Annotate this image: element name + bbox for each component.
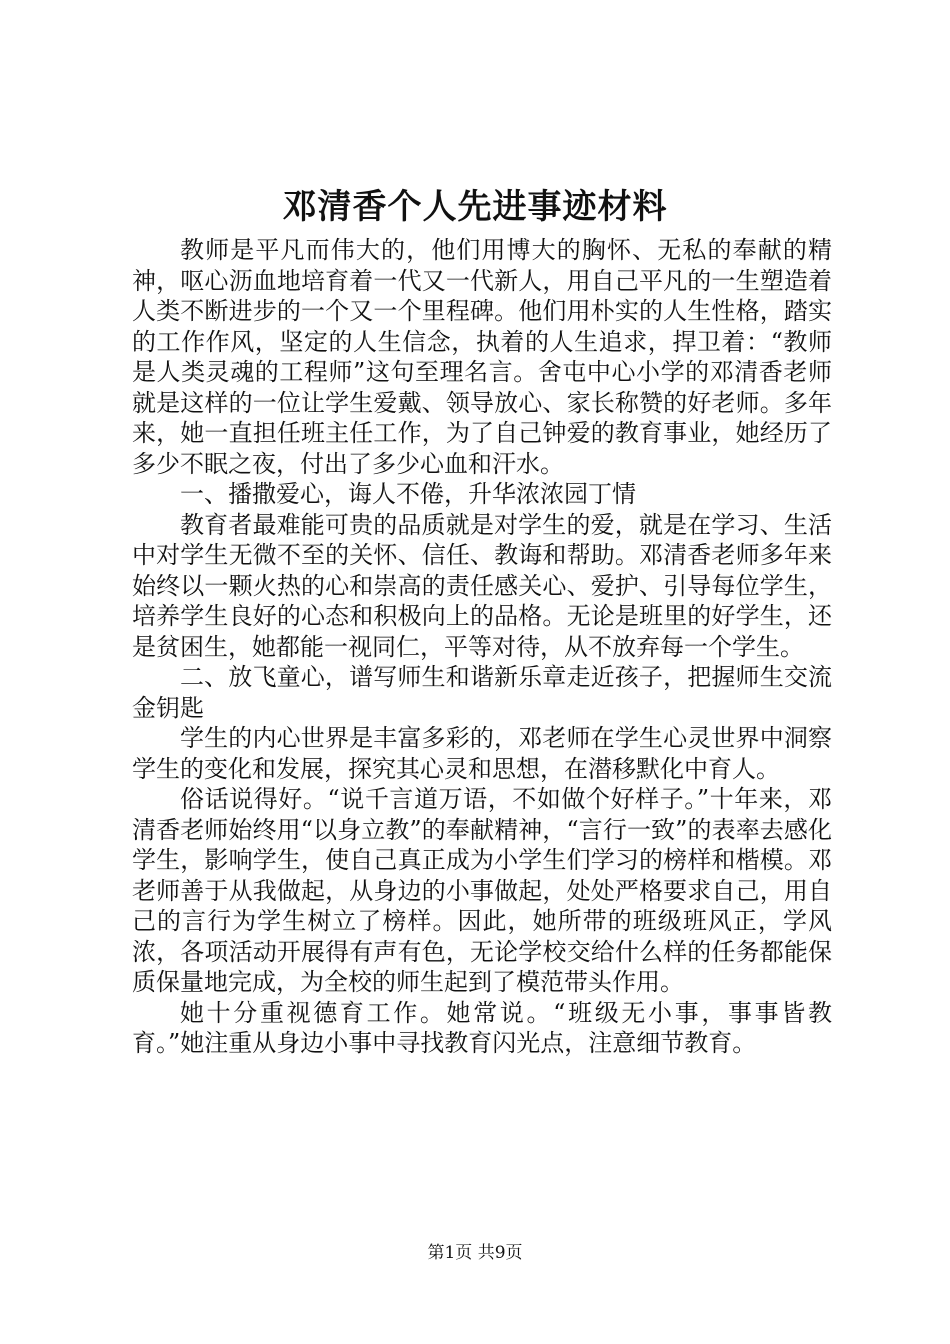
paragraph: 俗话说得好。“说千言道万语，不如做个好样子。”十年来，邓清香老师始终用“以身立教”的奉献精神，“言行一致”的表率去感化学生，影响学生，使自己真正成为小学生们学习的榜样和楷模。邓老师善于从我做起，从身边的小事做起，处处严格要求自己，用自己的言行为学生树立了榜样。因此，她所带的班级班风正，学风浓，各项活动开展得有声有色，无论学校交给什么样的任务都能保质保量地完成，为全校的师生起到了模范带头作用。 xyxy=(132,785,832,996)
paragraph: 学生的内心世界是丰富多彩的，邓老师在学生心灵世界中洞察学生的变化和发展，探究其心灵和思想，在潜移默化中育人。 xyxy=(132,724,832,783)
section-heading: 二、放飞童心，谱写师生和谐新乐章走近孩子，把握师生交流金钥匙 xyxy=(132,663,832,722)
paragraph: 教师是平凡而伟大的，他们用博大的胸怀、无私的奉献的精神，呕心沥血地培育着一代又一代新人，用自己平凡的一生塑造着人类不断进步的一个又一个里程碑。他们用朴实的人生性格，踏实的工作作风，坚定的人生信念，执着的人生追求，捍卫着：“教师是人类灵魂的工程师”这句至理名言。舍屯中心小学的邓清香老师就是这样的一位让学生爱戴、领导放心、家长称赞的好老师。多年来，她一直担任班主任工作，为了自己钟爱的教育事业，她经历了多少不眠之夜，付出了多少心血和汗水。 xyxy=(132,236,832,478)
section-heading: 一、播撒爱心，诲人不倦，升华浓浓园丁情 xyxy=(180,480,636,508)
paragraph: 教育者最难能可贵的品质就是对学生的爱，就是在学习、生活中对学生无微不至的关怀、信任、教诲和帮助。邓清香老师多年来始终以一颗火热的心和崇高的责任感关心、爱护、引导每位学生，培养学生良好的心态和积极向上的品格。无论是班里的好学生，还是贫困生，她都能一视同仁，平等对待，从不放弃每一个学生。 xyxy=(132,510,832,661)
paragraph: 她十分重视德育工作。她常说。“班级无小事，事事皆教育。”她注重从身边小事中寻找教育闪光点，注意细节教育。 xyxy=(132,998,832,1057)
document-body xyxy=(132,235,832,1059)
document-title: 邓清香个人先进事迹材料 xyxy=(282,187,668,227)
page-footer: 第1页 共9页 xyxy=(427,1243,523,1263)
